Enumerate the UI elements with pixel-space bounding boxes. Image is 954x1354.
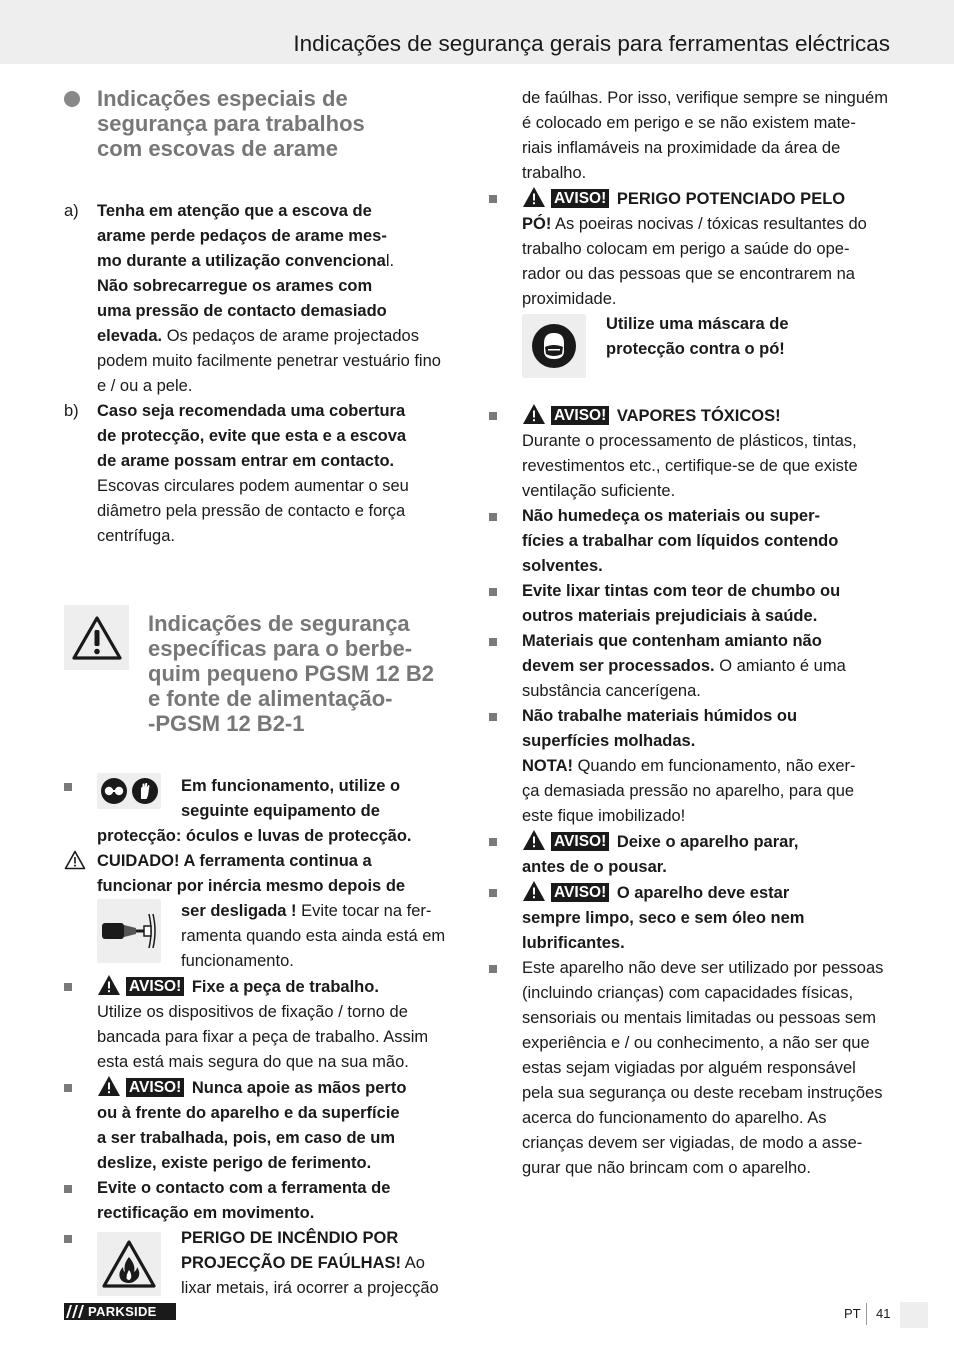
section-heading [148, 611, 464, 736]
section-bullet [64, 86, 97, 115]
fire-sign-box [97, 1232, 161, 1296]
text-line: trabalho colocam em perigo a saúde do ope- [522, 240, 850, 258]
text-line: superfícies molhadas. [522, 732, 696, 750]
aviso-label: AVISO! [551, 832, 609, 851]
text-line: Tenha em atenção que a escova de [97, 202, 372, 220]
aviso-label: AVISO! [551, 406, 609, 425]
bullet-protective-gear [64, 774, 464, 849]
text-bold: VAPORES TÓXICOS! [612, 407, 781, 425]
fire-warning-icon [101, 1239, 157, 1289]
bullet [489, 579, 522, 604]
bullet-wet-materials [489, 704, 889, 829]
text-line: Em funcionamento, utilize o [181, 777, 401, 795]
square-bullet-icon [64, 1185, 72, 1193]
aviso-label: AVISO! [126, 977, 184, 996]
text-bold: Nunca apoie as mãos perto [187, 1079, 407, 1097]
bullet-let-stop [489, 829, 889, 880]
continuation-text [489, 86, 889, 186]
text-line: pela sua segurança ou deste recebam instruções [522, 1084, 883, 1102]
warning-triangle-icon [522, 403, 546, 425]
bullet-dust-danger [489, 186, 889, 403]
heading-line: Indicações de segurança [148, 611, 410, 636]
bullet [489, 704, 522, 729]
item-text [522, 579, 889, 629]
square-bullet-icon [489, 965, 497, 973]
heading-line: com escovas de arame [97, 136, 338, 161]
dust-mask-icon [531, 323, 577, 369]
text-bold: Deixe o aparelho parar, [612, 833, 799, 851]
section-wire-brushes [64, 86, 464, 161]
text-line: ou à frente do aparelho e da superfície [97, 1104, 400, 1122]
bullet [489, 880, 522, 905]
item-a [64, 199, 464, 399]
bullet-lead-paint [489, 579, 889, 629]
text-bold: devem ser processados. [522, 657, 715, 675]
bullet [489, 829, 522, 854]
item-text [522, 86, 889, 186]
footer-tab [900, 1302, 928, 1328]
text-line: sensoriais ou mentais limitadas ou pessoas sem [522, 1009, 877, 1027]
text-line: Não trabalhe materiais húmidos ou [522, 707, 798, 725]
item-label: b) [64, 402, 79, 420]
square-bullet-icon [64, 983, 72, 991]
bullet [64, 1075, 97, 1100]
text-line: antes de o pousar. [522, 858, 667, 876]
text-line: Evite lixar tintas com teor de chumbo ou [522, 582, 841, 600]
bullet [489, 956, 522, 981]
warning-triangle-icon [97, 974, 121, 996]
goggles-icon [100, 777, 128, 805]
text-line: Escovas circulares podem aumentar o seu [97, 477, 409, 495]
text-line: diâmetro pela pressão de contacto e força [97, 502, 406, 520]
square-bullet-icon [489, 412, 497, 420]
text-line: de arame possam entrar em contacto. [97, 452, 395, 470]
text-line: é colocado em perigo e se não existem mate- [522, 114, 856, 132]
item-text [97, 974, 464, 1075]
text-line: estas sejam vigiadas por alguém responsável [522, 1059, 856, 1077]
bullet-avoid-contact [64, 1176, 464, 1226]
text-line: a ser trabalhada, pois, em caso de um [97, 1129, 396, 1147]
text-bold: Fixe a peça de trabalho. [187, 978, 379, 996]
text-line: experiência e / ou conhecimento, a não ser que [522, 1034, 870, 1052]
text-bold: elevada. [97, 327, 163, 345]
header-title: Indicações de segurança gerais para ferramentas eléctricas [293, 31, 890, 56]
brand-logo [64, 1303, 176, 1320]
text-line: (incluindo crianças) com capacidades físicas, [522, 984, 854, 1002]
text-bold: PROJECÇÃO DE FAÚLHAS! [181, 1254, 402, 1272]
tool-image [97, 899, 161, 963]
text-normal: l. [385, 252, 395, 270]
item-text [522, 956, 889, 1181]
bullet [64, 974, 97, 999]
bullet-fire-danger [64, 1226, 464, 1301]
text-line: Caso seja recomendada uma cobertura [97, 402, 406, 420]
item-text [97, 1075, 464, 1176]
text-line: PERIGO DE INCÊNDIO POR [181, 1229, 399, 1247]
text-normal: As poeiras nocivas / tóxicas resultantes do [551, 215, 867, 233]
text-line: Durante o processamento de plásticos, tintas, [522, 432, 857, 450]
square-bullet-icon [489, 889, 497, 897]
text-line: gurar que não brincam com o aparelho. [522, 1159, 811, 1177]
text-line: revestimentos etc., certifique-se de que existe [522, 457, 858, 475]
square-bullet-icon [489, 713, 497, 721]
text-line: esta está mais segura do que na sua mão. [97, 1053, 409, 1071]
bullet-persons [489, 956, 889, 1181]
item-label: a) [64, 202, 79, 220]
section-heading [97, 86, 464, 161]
text-line: funcionar por inércia mesmo depois de [97, 877, 406, 895]
brand-name: PARKSIDE [88, 1304, 157, 1319]
aviso-label: AVISO! [126, 1078, 184, 1097]
language-code: PT [844, 1306, 861, 1321]
text-line: Utilize uma máscara de [606, 315, 789, 333]
text-bold: PÓ! [522, 215, 552, 233]
item-text [97, 774, 464, 849]
square-bullet-icon [489, 588, 497, 596]
text-line: deslize, existe perigo de ferimento. [97, 1154, 372, 1172]
text-line: funcionamento. [181, 952, 294, 970]
text-line: ramenta quando esta ainda está em [181, 927, 446, 945]
bullet-keep-clean [489, 880, 889, 956]
text-line: ça demasiada pressão no aparelho, para que [522, 782, 855, 800]
item-b [64, 399, 464, 549]
item-text [522, 704, 889, 829]
gloves-icon [131, 777, 159, 805]
bullet [64, 774, 97, 799]
text-line: podem muito facilmente penetrar vestuário fino [97, 352, 441, 370]
brand-stripes-icon [64, 1303, 88, 1320]
text-line: Evite o contacto com a ferramenta de [97, 1179, 391, 1197]
text-line: lixar metais, irá ocorrer a projecção [181, 1279, 439, 1297]
item-text [522, 829, 889, 880]
text-line: Utilize os dispositivos de fixação / torno de [97, 1003, 408, 1021]
text-line: protecção contra o pó! [606, 340, 785, 358]
text-bold: O aparelho deve estar [612, 884, 790, 902]
item-text [522, 403, 889, 504]
square-bullet-icon [489, 195, 497, 203]
aviso-label: AVISO! [551, 883, 609, 902]
text-line: Este aparelho não deve ser utilizado por pessoas [522, 959, 884, 977]
ppe-icons [97, 773, 161, 809]
text-normal: Os pedaços de arame projectados [162, 327, 419, 345]
square-bullet-icon [489, 838, 497, 846]
square-bullet-icon [64, 1235, 72, 1243]
square-bullet-icon [64, 1084, 72, 1092]
item-text [522, 629, 889, 704]
caution-triangle-icon [64, 850, 86, 870]
section-specific-safety [64, 611, 464, 736]
text-line: solventes. [522, 557, 603, 575]
bullet-hands [64, 1075, 464, 1176]
text-line: sempre limpo, seco e sem óleo nem [522, 909, 805, 927]
warning-triangle-icon [71, 615, 123, 661]
aviso-label: AVISO! [551, 189, 609, 208]
heading-line: específicas para o berbe- [148, 636, 413, 661]
text-bold: ser desligada ! [181, 902, 297, 920]
text-normal: Evite tocar na fer- [296, 902, 432, 920]
page-header [0, 0, 954, 64]
text-line: de faúlhas. Por isso, verifique sempre se ninguém [522, 89, 888, 107]
square-bullet-icon [489, 513, 497, 521]
heading-line: quim pequeno PGSM 12 B2 [148, 661, 435, 686]
text-line: fícies a trabalhar com líquidos contendo [522, 532, 839, 550]
rotating-tool-icon [100, 908, 158, 954]
text-bold: NOTA! [522, 757, 574, 775]
text-line: proximidade. [522, 290, 617, 308]
text-line: substância cancerígena. [522, 682, 701, 700]
text-line: riais inflamáveis na proximidade da área de [522, 139, 841, 157]
item-text [522, 880, 889, 956]
square-bullet-icon [489, 638, 497, 646]
text-line: de protecção, evite que esta e a escova [97, 427, 407, 445]
heading-line: e fonte de alimentação- [148, 686, 393, 711]
warning-sign-box [64, 605, 129, 670]
bullet [64, 1226, 97, 1251]
text-line: outros materiais prejudiciais à saúde. [522, 607, 818, 625]
bullet [489, 186, 522, 211]
bullet-toxic-vapours [489, 403, 889, 504]
item-text [97, 1226, 464, 1301]
text-line: trabalho. [522, 164, 587, 182]
warning-triangle-icon [97, 1075, 121, 1097]
item-text [97, 1176, 464, 1226]
text-line: rador ou das pessoas que se encontrarem na [522, 265, 855, 283]
bullet [64, 849, 97, 878]
square-bullet-icon [64, 783, 72, 791]
bullet-fix-workpiece [64, 974, 464, 1075]
bullet [489, 629, 522, 654]
text-line: ventilação suficiente. [522, 482, 676, 500]
text-line: este fique imobilizado! [522, 807, 686, 825]
text-bold: PERIGO POTENCIADO PELO [612, 190, 846, 208]
item-text [97, 199, 464, 399]
page-number: 41 [876, 1306, 891, 1321]
bullet [489, 504, 522, 529]
text-normal: Ao [401, 1254, 425, 1272]
caution-item [64, 849, 464, 974]
circle-bullet-icon [64, 91, 80, 107]
item-text [522, 186, 889, 403]
text-bold: mo durante a utilização convenciona [97, 252, 386, 270]
text-line: Não sobrecarregue os arames com [97, 277, 373, 295]
text-line: Não humedeça os materiais ou super- [522, 507, 821, 525]
text-line: bancada para fixar a peça de trabalho. Assim [97, 1028, 429, 1046]
bullet-asbestos [489, 629, 889, 704]
text-line: acerca do funcionamento do aparelho. As [522, 1109, 827, 1127]
text-normal: Quando em funcionamento, não exer- [573, 757, 856, 775]
item-text [97, 399, 464, 549]
heading-line: segurança para trabalhos [97, 111, 365, 136]
text-line: Materiais que contenham amianto não [522, 632, 822, 650]
text-line: CUIDADO! A ferramenta continua a [97, 852, 372, 870]
bullet [64, 1176, 97, 1201]
text-line: seguinte equipamento de [181, 802, 380, 820]
footer-divider [866, 1303, 867, 1325]
warning-triangle-icon [522, 829, 546, 851]
warning-triangle-icon [522, 186, 546, 208]
text-line: uma pressão de contacto demasiado [97, 302, 387, 320]
text-line: arame perde pedaços de arame mes- [97, 227, 387, 245]
item-text [522, 504, 889, 579]
heading-line: -PGSM 12 B2-1 [148, 711, 305, 736]
text-line: e / ou a pele. [97, 377, 193, 395]
bullet-no-solvents [489, 504, 889, 579]
right-column [489, 86, 889, 1181]
text-line: rectificação em movimento. [97, 1204, 315, 1222]
text-line: centrífuga. [97, 527, 175, 545]
left-column [64, 86, 464, 1301]
mask-sign-box [522, 314, 586, 378]
text-line: lubrificantes. [522, 934, 625, 952]
heading-line: Indicações especiais de [97, 86, 348, 111]
text-line: crianças devem ser vigiadas, de modo a asse- [522, 1134, 863, 1152]
text-normal: O amianto é uma [714, 657, 846, 675]
bullet [489, 403, 522, 428]
item-text [97, 849, 464, 974]
warning-triangle-icon [522, 880, 546, 902]
text-line: protecção: óculos e luvas de protecção. [97, 827, 412, 845]
